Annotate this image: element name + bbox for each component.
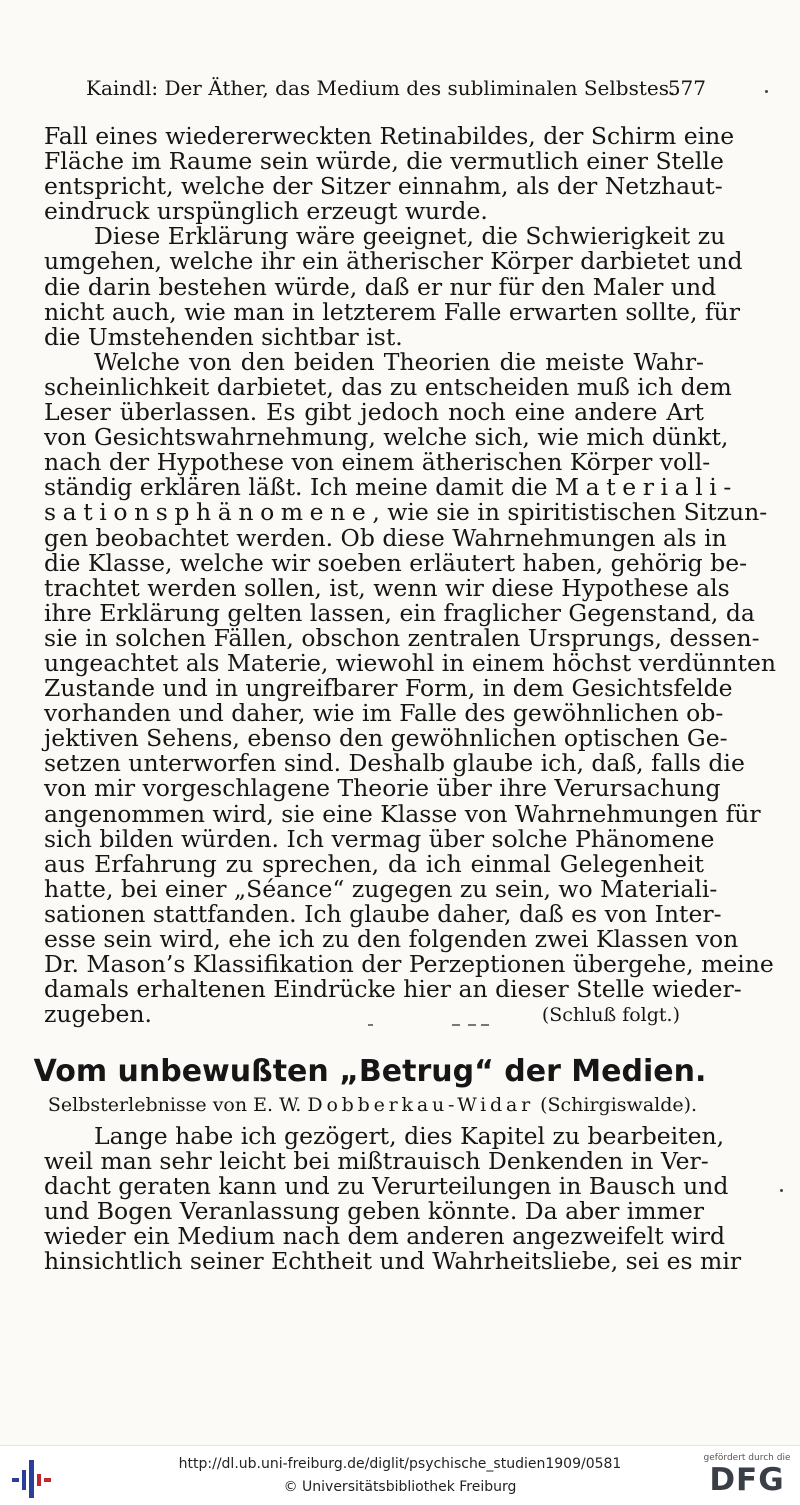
text-line [44, 498, 768, 527]
text-line: entspricht, welche der Sitzer einnahm, als der Netzhaut- [44, 172, 723, 201]
text-line: vorhanden und daher, wie im Falle des gewöhnlichen ob- [44, 699, 724, 728]
text-line: damals erhaltenen Eindrücke hier an dieser Stelle wieder- [44, 975, 742, 1004]
text-line: sich bilden würden. Ich vermag über solche Phänomene [44, 824, 715, 853]
text-line: sationen stattfanden. Ich glaube daher, daß es von Inter- [44, 899, 722, 928]
article-byline [0, 1094, 745, 1116]
text-line: Leser überlassen. Es gibt jedoch noch eine andere Art [44, 398, 704, 427]
text-line: die Klasse, welche wir soeben erläutert haben, gehörig be- [44, 548, 748, 577]
spaced-term: sationsphänomene [44, 498, 373, 527]
byline-author: Dobberkau-Widar [307, 1094, 535, 1116]
text-line: scheinlichkeit darbietet, das zu entscheiden muß ich dem [44, 372, 732, 401]
article1-body [44, 122, 777, 1029]
text-line: nicht auch, wie man in letzterem Falle erwarten sollte, für [44, 297, 740, 326]
text-line: Dr. Mason’s Klassifikation der Perzeptionen übergehe, meine [44, 950, 774, 979]
text-line: Diese Erklärung wäre geeignet, die Schwierigkeit zu [94, 222, 726, 251]
text-line: Fläche im Raume sein würde, die vermutlich einer Stelle [44, 147, 724, 176]
text-line: sie in solchen Fällen, obschon zentralen Ursprungs, dessen- [44, 623, 760, 652]
copyright-notice: © Universitätsbibliothek Freiburg [283, 1479, 517, 1495]
dfg-logo [702, 1452, 792, 1496]
text-line: die Umstehenden sichtbar ist. [44, 322, 403, 351]
text-line: dacht geraten kann und zu Verurteilungen in Bausch und [44, 1172, 729, 1201]
text-line: Zustande und in ungreifbarer Form, in dem Gesichtsfelde [44, 674, 733, 703]
text-line: Lange habe ich gezögert, dies Kapitel zu bearbeiten, [94, 1122, 725, 1150]
to-be-continued-note: (Schluß folgt.) [541, 1004, 680, 1027]
permalink-url[interactable]: http://dl.ub.uni-freiburg.de/diglit/psychische_studien1909/0581 [178, 1456, 622, 1472]
spaced-term: Materiali- [554, 473, 738, 502]
text-span: zugeben. [44, 1000, 153, 1029]
viewer-footer [0, 1445, 800, 1505]
text-line: von mir vorgeschlagene Theorie über ihre Verursachung [44, 774, 721, 803]
text-line: jektiven Sehens, ebenso den gewöhnlichen optischen Ge- [44, 724, 728, 753]
dfg-caption: gefördert durch die [703, 1453, 791, 1463]
text-span: , wie sie in spiritistischen Sitzun- [372, 498, 768, 527]
text-line: von Gesichtswahrnehmung, welche sich, wie mich dünkt, [44, 423, 729, 452]
text-line: Welche von den beiden Theorien die meiste Wahr- [94, 347, 704, 376]
text-line: esse sein wird, ehe ich zu den folgenden zwei Klassen von [44, 925, 739, 953]
text-span: ständig erklären läßt. Ich meine damit die [44, 473, 548, 502]
text-line: gen beobachtet werden. Ob diese Wahrnehmungen als in [44, 523, 727, 552]
dfg-wordmark: DFG [709, 1462, 785, 1498]
text-line: nach der Hypothese von einem ätherischen Körper voll- [44, 448, 711, 477]
text-line: setzen unterworfen sind. Deshalb glaube ich, daß, falls die [44, 749, 745, 778]
byline-suffix: (Schirgiswalde). [540, 1094, 698, 1116]
article2-body [44, 1122, 742, 1276]
text-line: ungeachtet als Materie, wiewohl in einem höchst verdünnten [44, 648, 777, 677]
text-line: Fall eines wiedererweckten Retinabildes, der Schirm eine [44, 122, 735, 150]
page-number: 577 [667, 76, 706, 100]
text-line: trachtet werden sollen, ist, wenn wir diese Hypothese als [44, 573, 730, 602]
text-line: hatte, bei einer „Séance“ zugegen zu sein, wo Materiali- [44, 874, 718, 903]
article-title: Vom unbewußten „Betrug“ der Medien. [33, 1054, 707, 1089]
text-line [44, 473, 738, 502]
text-line: und Bogen Veranlassung geben könnte. Da aber immer [44, 1197, 704, 1226]
text-line: angenommen wird, sie eine Klasse von Wahrnehmungen für [44, 799, 761, 828]
text-line: eindruck urspünglich erzeugt wurde. [44, 197, 488, 226]
byline-prefix: Selbsterlebnisse von E. W. [47, 1094, 302, 1116]
text-line: hinsichtlich seiner Echtheit und Wahrheitsliebe, sei es mir [44, 1247, 742, 1276]
text-line: aus Erfahrung zu sprechen, da ich einmal Gelegenheit [44, 849, 704, 878]
scan-speck [780, 1189, 783, 1192]
text-line: wieder ein Medium nach dem anderen angezweifelt wird [44, 1222, 726, 1251]
text-line: umgehen, welche ihr ein ätherischer Körper darbietet und [44, 247, 743, 276]
scan-speck [765, 90, 768, 93]
running-header-title: Kaindl: Der Äther, das Medium des subliminalen Selbstes. [86, 76, 676, 100]
section-separator [368, 1024, 488, 1028]
text-line: die darin bestehen würde, daß er nur für den Maler und [44, 272, 717, 301]
text-line: weil man sehr leicht bei mißtrauisch Denkenden in Ver- [44, 1147, 709, 1176]
text-line: ihre Erklärung gelten lassen, ein fraglicher Gegenstand, da [44, 598, 755, 627]
